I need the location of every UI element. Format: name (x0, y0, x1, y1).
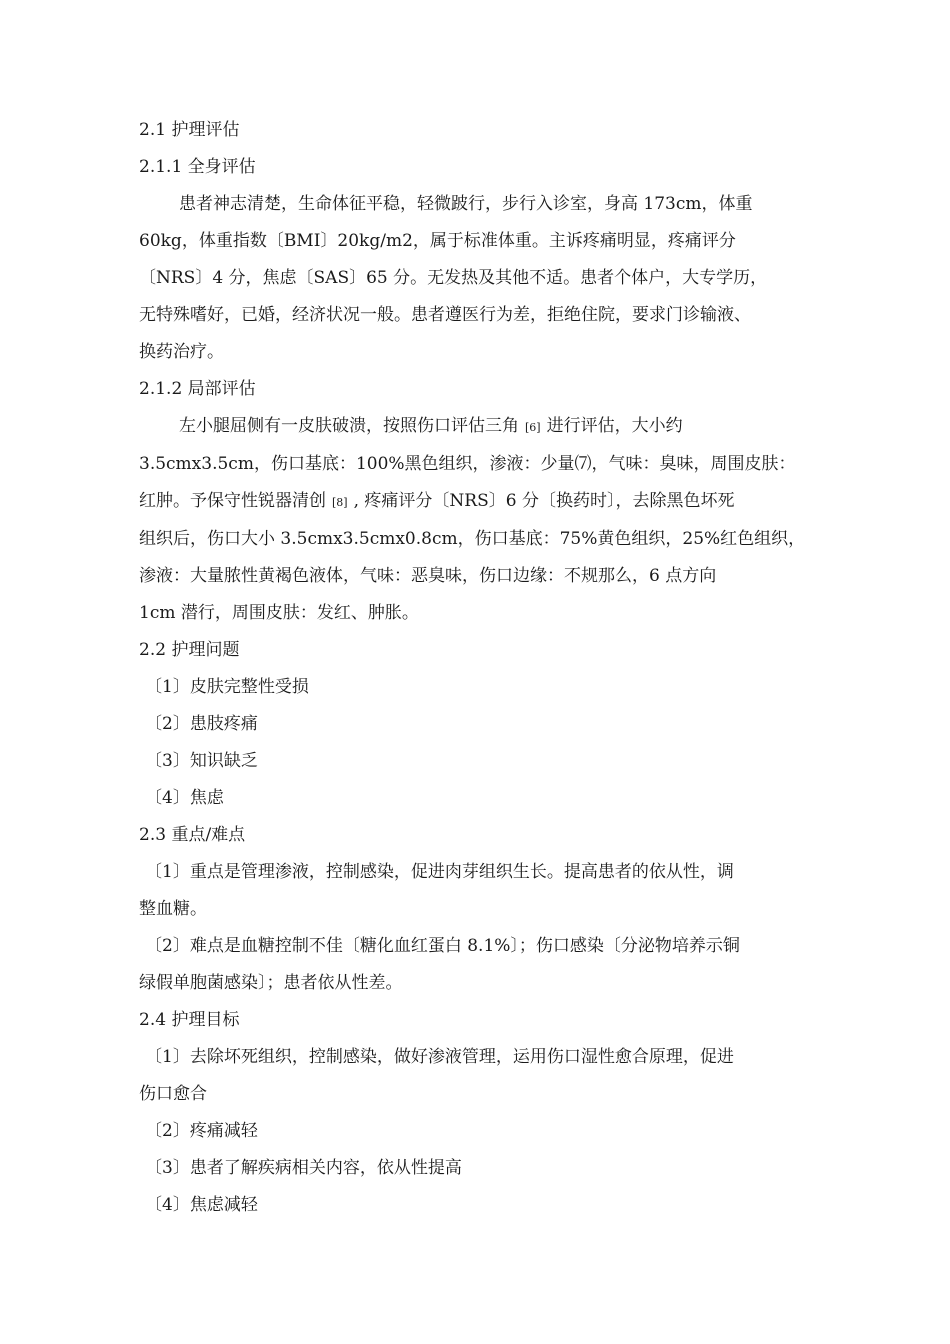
paragraph-line (139, 483, 819, 521)
paragraph-line (139, 408, 819, 446)
paragraph-line: 整血糖。 (139, 899, 207, 919)
paragraph-line: 绿假单胞菌感染〕；患者依从性差。 (139, 973, 403, 993)
citation-ref-6: [6] (525, 421, 541, 434)
paragraph-line: 〔NRS〕4 分，焦虑〔SAS〕65 分。无发热及其他不适。患者个体户，大专学历， (139, 268, 768, 288)
paragraph-text: 左小腿屈侧有一皮肤破溃，按照伤口评估三角 (179, 416, 519, 436)
list-item: 〔1〕皮肤完整性受损 (145, 677, 309, 697)
section-2-3-title: 2.3 重点/难点 (139, 825, 246, 845)
section-2-2-title: 2.2 护理问题 (139, 640, 240, 660)
paragraph-line: 60kg，体重指数〔BMI〕20kg/m2，属于标准体重。主诉疼痛明显，疼痛评分 (139, 231, 736, 251)
paragraph-line: 渗液：大量脓性黄褐色液体，气味：恶臭味，伤口边缘：不规那么，6 点方向 (139, 566, 717, 586)
paragraph-text: 红肿。予保守性锐器清创 (139, 491, 326, 511)
list-item: 〔2〕患肢疼痛 (145, 714, 258, 734)
list-item (139, 1039, 819, 1113)
citation-ref-8: [8] (332, 496, 348, 509)
paragraph-line: 〔2〕难点是血糖控制不佳〔糖化血红蛋白 8.1%〕；伤口感染〔分泌物培养示铜 (145, 936, 740, 956)
paragraph-line: 3.5cmx3.5cm，伤口基底：100%黑色组织，渗液：少量⑺，气味：臭味，周围皮肤： (139, 454, 796, 474)
section-2-1-2-paragraph (139, 408, 819, 632)
paragraph-line: 〔1〕重点是管理渗液，控制感染，促进肉芽组织生长。提高患者的依从性，调 (145, 862, 734, 882)
list-item: 〔4〕焦虑 (145, 788, 224, 808)
paragraph-line: 组织后，伤口大小 3.5cmx3.5cmx0.8cm，伤口基底：75%黄色组织，25%红色组织， (139, 529, 806, 549)
section-2-4-title: 2.4 护理目标 (139, 1010, 240, 1030)
document-content (139, 112, 819, 1224)
list-item (139, 928, 819, 1002)
section-2-1-1-title: 2.1.1 全身评估 (139, 157, 256, 177)
paragraph-line: 伤口愈合 (139, 1084, 207, 1104)
paragraph-line: 1cm 潜行，周围皮肤：发红、肿胀。 (139, 603, 419, 623)
paragraph-line: 无特殊嗜好，已婚，经济状况一般。患者遵医行为差，拒绝住院，要求门诊输液、 (139, 305, 751, 325)
section-2-1-2-title: 2.1.2 局部评估 (139, 379, 256, 399)
paragraph-line: 〔1〕去除坏死组织，控制感染，做好渗液管理，运用伤口湿性愈合原理，促进 (145, 1047, 734, 1067)
section-2-1-title: 2.1 护理评估 (139, 120, 240, 140)
section-2-1-1-paragraph (139, 186, 819, 371)
paragraph-text: , 疼痛评分〔NRS〕6 分〔换药时〕，去除黑色坏死 (353, 491, 735, 511)
list-item (139, 854, 819, 928)
paragraph-text: 进行评估，大小约 (546, 416, 683, 436)
list-item: 〔2〕疼痛减轻 (145, 1121, 258, 1141)
list-item: 〔3〕知识缺乏 (145, 751, 258, 771)
paragraph-line: 换药治疗。 (139, 342, 224, 362)
list-item: 〔4〕焦虑减轻 (145, 1195, 258, 1215)
paragraph-line: 患者神志清楚，生命体征平稳，轻微跛行，步行入诊室，身高 173cm，体重 (179, 194, 753, 214)
list-item: 〔3〕患者了解疾病相关内容，依从性提高 (145, 1158, 462, 1178)
